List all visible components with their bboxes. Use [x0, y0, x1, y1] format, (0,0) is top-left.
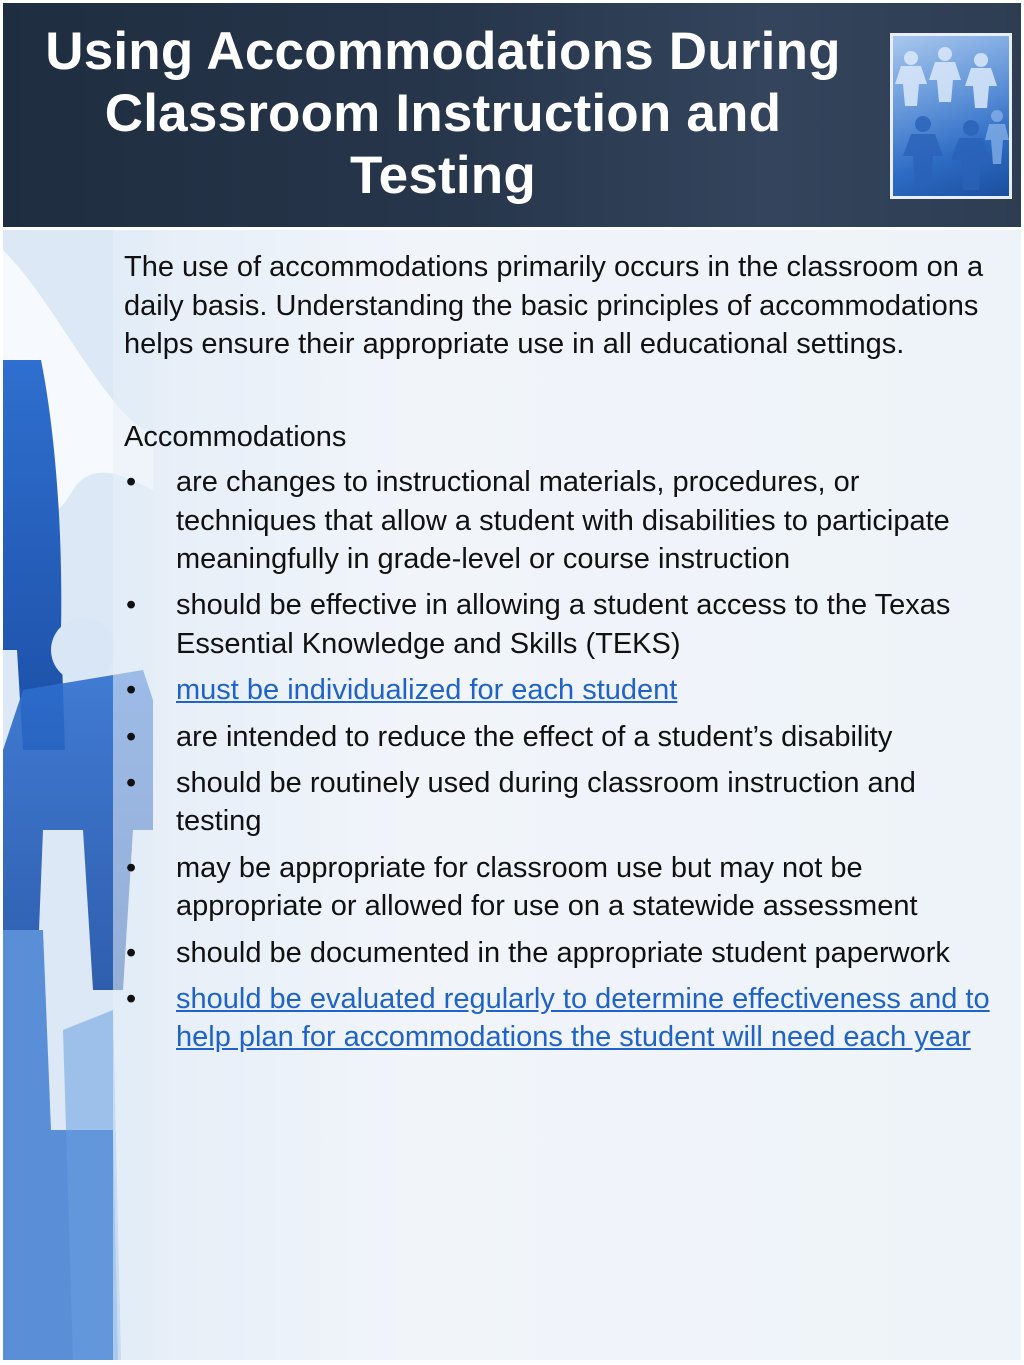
intro-paragraph: The use of accommodations primarily occurs in the classroom on a daily basis. Understanding the basic principles of accommodations helps ensure their appropriate use in all educational settings.: [124, 251, 984, 361]
slide-title: Using Accommodations During Classroom Instruction and Testing: [45, 22, 841, 205]
list-item-text: may be appropriate for classroom use but may not be appropriate or allowed for use on a statewide assessment: [176, 851, 918, 923]
evaluated-regularly-link[interactable]: should be evaluated regularly to determine effectiveness and to help plan for accommodations the student will need each year: [176, 982, 990, 1054]
bullet-icon: •: [126, 674, 137, 707]
list-item: [124, 718, 1004, 757]
list-item: [124, 463, 1004, 579]
list-item-text: should be effective in allowing a student access to the Texas Essential Knowledge and Skills (TEKS): [176, 589, 951, 661]
paper-people-graphic: [893, 36, 1009, 196]
bullet-icon: •: [126, 766, 137, 799]
list-item: [124, 934, 1004, 973]
bullet-icon: •: [126, 465, 137, 498]
list-item-text: are intended to reduce the effect of a student’s disability: [176, 720, 893, 753]
list-item: [124, 764, 1004, 841]
list-item: [124, 671, 1004, 710]
bullet-icon: •: [126, 982, 137, 1015]
bullet-icon: •: [126, 936, 137, 969]
slide-body: [124, 248, 1004, 1065]
list-item: [124, 586, 1004, 663]
bullet-icon: •: [126, 589, 137, 622]
section-heading: Accommodations: [124, 421, 347, 454]
paper-people-chain-image: [890, 33, 1012, 199]
title-bar: [3, 3, 1021, 227]
accommodations-list: [124, 463, 1004, 1057]
list-item: [124, 980, 1004, 1057]
bullet-icon: •: [126, 720, 137, 753]
list-item: [124, 849, 1004, 926]
individualized-link[interactable]: must be individualized for each student: [176, 674, 678, 707]
list-item-text: should be documented in the appropriate student paperwork: [176, 936, 950, 969]
bullet-icon: •: [126, 851, 137, 884]
list-item-text: are changes to instructional materials, procedures, or techniques that allow a student with disabilities to participate meaningfully in grade-level or course instruction: [176, 465, 950, 576]
list-item-text: should be routinely used during classroom instruction and testing: [176, 766, 916, 838]
